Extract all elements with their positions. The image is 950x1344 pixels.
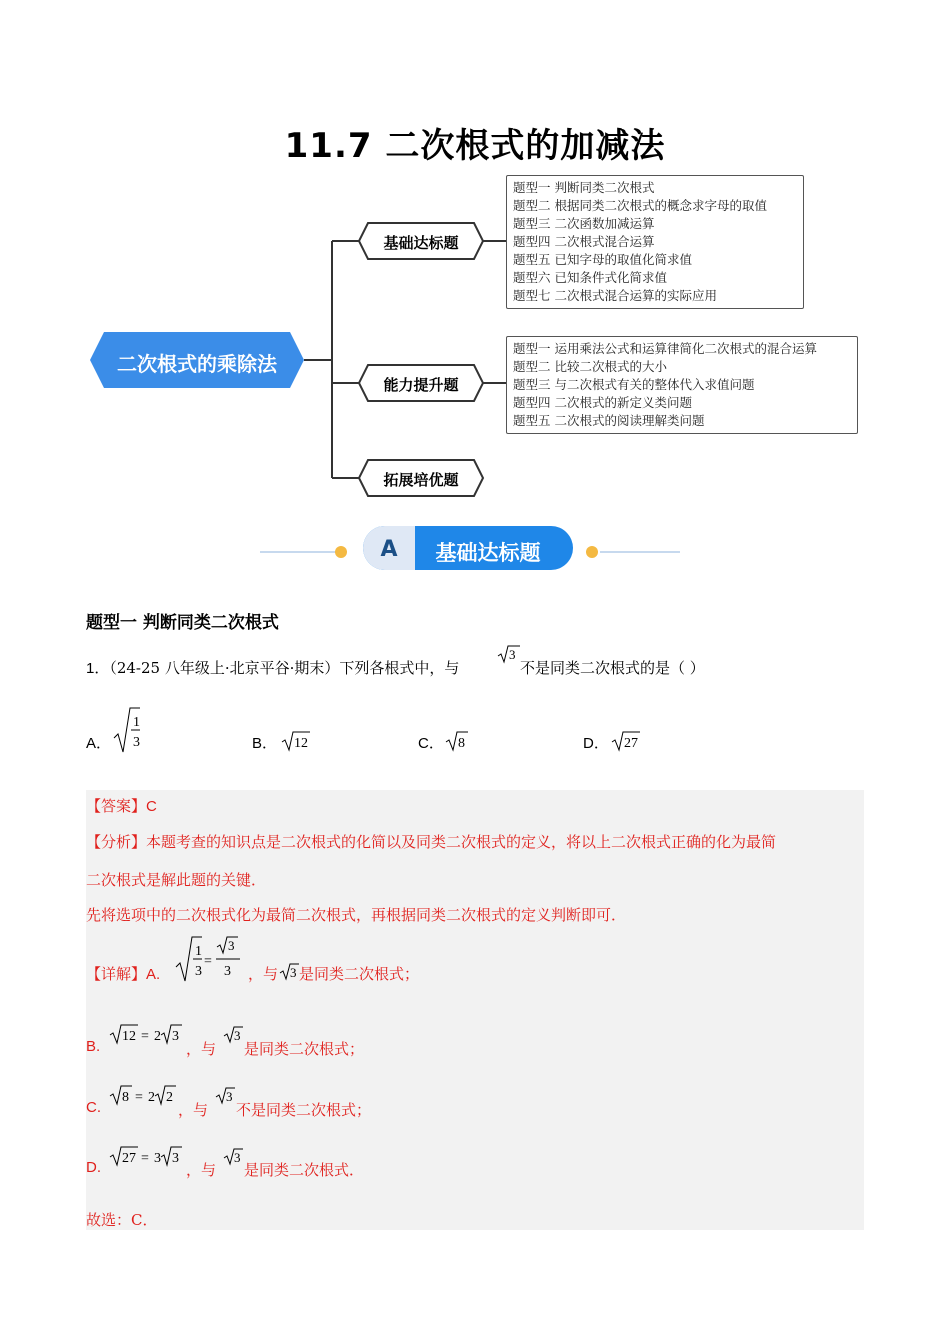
detail-c-label: C.	[86, 1099, 101, 1116]
analysis-line-1	[86, 831, 776, 852]
detail-c-math	[108, 1084, 180, 1106]
detail-c-radicand: 8	[122, 1090, 129, 1105]
detail-b-sqrt3-radicand: 3	[234, 1028, 241, 1043]
option-b-radicand: 12	[294, 736, 308, 751]
option-d-expr	[610, 730, 642, 752]
topic-item: 题型二 比较二次根式的大小	[513, 359, 667, 374]
topic-item: 题型五 已知字母的取值化简求值	[513, 252, 692, 267]
answer-tag: 【答案】	[86, 797, 147, 815]
answer-line	[86, 795, 157, 816]
topic-box-basic	[506, 175, 804, 309]
detail-a-mid: ，与	[248, 965, 279, 983]
detail-a-label: A.	[146, 966, 161, 983]
mindmap	[0, 0, 950, 520]
detail-a-eq: =	[204, 954, 212, 969]
topic-item: 题型七 二次根式混合运算的实际应用	[513, 288, 717, 303]
option-c-label: C．	[418, 735, 444, 752]
detail-b-rhs-radicand: 3	[172, 1029, 179, 1044]
detail-d-eq: =	[141, 1151, 149, 1166]
detail-d-rhs-radicand: 3	[172, 1151, 179, 1166]
banner-letter: A	[380, 537, 398, 562]
detail-b-math	[108, 1023, 188, 1045]
detail-row-a	[86, 963, 160, 984]
detail-b-mid: ，与	[186, 1040, 217, 1058]
detail-b-radicand: 12	[122, 1029, 136, 1044]
option-d-radicand: 27	[624, 736, 638, 751]
detail-d-sqrt3-radicand: 3	[234, 1150, 241, 1165]
detail-a-num-radicand: 3	[228, 938, 235, 953]
detail-d-sqrt3	[222, 1146, 244, 1168]
detail-a-sqrt3	[278, 961, 300, 983]
question-text-after: 不是同类二次根式的是（ ）	[520, 659, 705, 677]
detail-b-sqrt3	[222, 1024, 244, 1046]
analysis-text-1: 本题考查的知识点是二次根式的化简以及同类二次根式的定义，将以上二次根式正确的化为最简	[146, 833, 777, 851]
conclusion: 故选：C．	[86, 1211, 158, 1229]
question	[86, 657, 459, 678]
detail-a-sqrt3-radicand: 3	[290, 965, 297, 980]
detail-c-rhs-radicand: 2	[166, 1090, 173, 1105]
topic-item: 题型四 二次根式混合运算	[513, 234, 655, 249]
branch-label-basic: 基础达标题	[383, 234, 459, 252]
option-a-label: A．	[86, 735, 112, 752]
detail-b-tail: 是同类二次根式；	[244, 1040, 365, 1058]
banner-dot-left	[335, 546, 347, 558]
branch-label-extend: 拓展培优题	[383, 471, 459, 489]
topic-item: 题型三 与二次根式有关的整体代入求值问题	[513, 377, 755, 392]
option-c-expr	[444, 730, 470, 752]
detail-d-coef: 3	[154, 1151, 161, 1166]
section-heading: 题型一 判断同类二次根式	[86, 613, 279, 633]
option-a-num: 1	[133, 715, 140, 730]
analysis-tag: 【分析】	[86, 833, 147, 851]
detail-d-mid: ，与	[186, 1161, 217, 1179]
detail-c-sqrt3-radicand: 3	[226, 1089, 233, 1104]
detail-b-coef: 2	[154, 1029, 161, 1044]
option-d-label: D．	[583, 735, 609, 752]
mindmap-root-label: 二次根式的乘除法	[117, 352, 277, 376]
topic-item: 题型四 二次根式的新定义类问题	[513, 395, 692, 410]
option-b-expr	[280, 730, 312, 752]
detail-c-mid: ，与	[178, 1101, 209, 1119]
question-text-before: 下列各根式中，与	[339, 659, 460, 677]
detail-b-label: B.	[86, 1038, 101, 1055]
detail-c-eq: =	[135, 1090, 143, 1105]
branch-label-ability: 能力提升题	[383, 376, 459, 394]
analysis-line-2: 二次根式是解此题的关键．	[86, 871, 267, 889]
banner-dot-right	[586, 546, 598, 558]
banner-title: 基础达标题	[435, 541, 541, 565]
detail-a-math	[174, 935, 248, 983]
question-radicand: 3	[509, 647, 516, 662]
option-a-den: 3	[133, 735, 140, 750]
detail-d-radicand: 27	[122, 1151, 136, 1166]
topic-item: 题型六 已知条件式化简求值	[513, 270, 667, 285]
topic-item: 题型五 二次根式的阅读理解类问题	[513, 413, 705, 428]
option-b-label: B．	[252, 735, 278, 752]
detail-tag: 【详解】	[86, 965, 147, 983]
question-source: （24-25 八年级上·北京平谷·期末）	[109, 659, 340, 677]
detail-a-one: 1	[195, 944, 202, 959]
detail-a-tail: 是同类二次根式；	[299, 965, 420, 983]
detail-b-eq: =	[141, 1029, 149, 1044]
option-a-expr	[112, 706, 142, 754]
detail-d-tail: 是同类二次根式．	[244, 1161, 365, 1179]
topic-box-ability	[506, 336, 858, 434]
topic-item: 题型三 二次函数加减运算	[513, 216, 655, 231]
topic-item: 题型一 运用乘法公式和运算律简化二次根式的混合运算	[513, 341, 817, 356]
detail-a-three: 3	[195, 964, 202, 979]
detail-c-coef: 2	[148, 1090, 155, 1105]
topic-item: 题型一 判断同类二次根式	[513, 180, 655, 195]
answer-value: C	[146, 798, 157, 815]
detail-d-math	[108, 1145, 188, 1167]
detail-c-tail: 不是同类二次根式；	[236, 1101, 372, 1119]
option-c-radicand: 8	[458, 736, 465, 751]
page-title: 11.7 二次根式的加减法	[284, 126, 666, 166]
detail-a-den: 3	[224, 964, 231, 979]
question-number: 1．	[86, 660, 110, 677]
topic-item: 题型二 根据同类二次根式的概念求字母的取值	[513, 198, 767, 213]
analysis-line-3: 先将选项中的二次根式化为最简二次根式，再根据同类二次根式的定义判断即可．	[86, 906, 627, 924]
detail-d-label: D.	[86, 1159, 101, 1176]
question-sqrt3	[496, 644, 522, 666]
detail-c-sqrt3	[214, 1085, 236, 1107]
